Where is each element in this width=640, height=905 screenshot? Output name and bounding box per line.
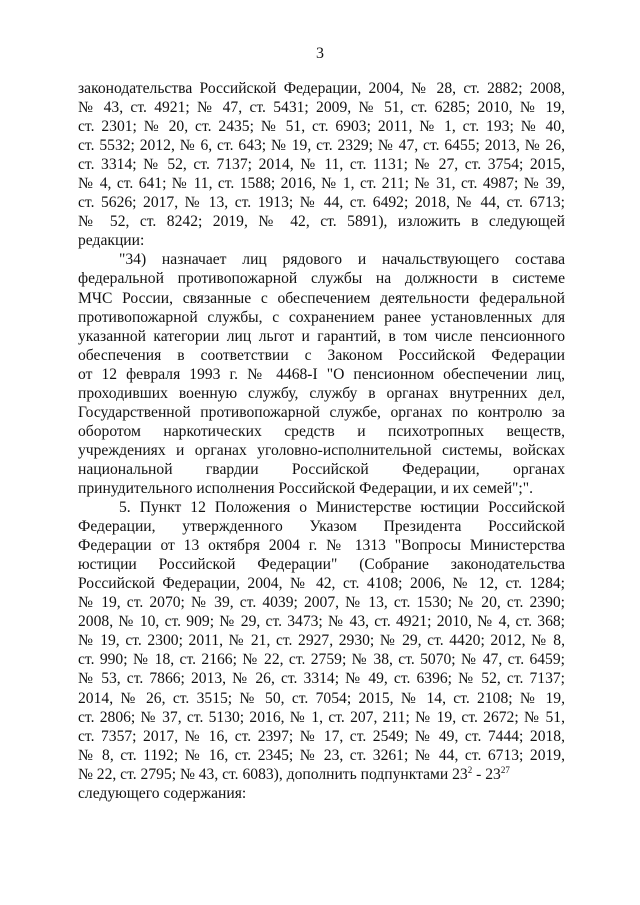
text-line: федеральной противопожарной службы на должности в системе xyxy=(78,270,565,288)
text-line: Федерации, утвержденного Указом Президента Российской xyxy=(78,518,565,536)
text-line: следующего содержания: xyxy=(78,784,247,802)
text-line: № 19, ст. 2070; № 39, ст. 4039; 2007, № 13, ст. 1530; № 20, ст. 2390; xyxy=(78,594,565,612)
text-line: принудительного исполнения Российской Федерации, и их семей";". xyxy=(78,479,534,497)
text-line: ст. 5626; 2017, № 13, ст. 1913; № 44, ст. 6492; 2018, № 44, ст. 6713; xyxy=(78,194,565,212)
text-line: от 12 февраля 1993 г. № 4468-I "О пенсионном обеспечении лиц, xyxy=(78,365,565,383)
text-line: Федерации от 13 октября 2004 г. № 1313 "Вопросы Министерства xyxy=(78,537,565,555)
text-line: № 4, ст. 641; № 11, ст. 1588; 2016, № 1, ст. 211; № 31, ст. 4987; № 39, xyxy=(78,175,565,193)
text-line: ст. 5532; 2012, № 6, ст. 643; № 19, ст. 2329; № 47, ст. 6455; 2013, № 26, xyxy=(78,137,565,155)
text-line: № 19, ст. 2300; 2011, № 21, ст. 2927, 2930; № 29, ст. 4420; 2012, № 8, xyxy=(78,632,565,650)
text-line: оборотом наркотических средств и психотропных веществ, xyxy=(78,422,565,440)
text-line: ст. 2301; № 20, ст. 2435; № 51, ст. 6903; 2011, № 1, ст. 193; № 40, xyxy=(78,118,565,136)
text-line: ст. 3314; № 52, ст. 7137; 2014, № 11, ст. 1131; № 27, ст. 3754; 2015, xyxy=(78,156,565,174)
text-line: № 53, ст. 7866; 2013, № 26, ст. 3314; № 49, ст. 6396; № 52, ст. 7137; xyxy=(78,670,565,688)
superscript: 27 xyxy=(500,764,510,775)
text-line: № 43, ст. 4921; № 47, ст. 5431; 2009, № 51, ст. 6285; 2010, № 19, xyxy=(78,99,565,117)
text-line: № 52, ст. 8242; 2019, № 42, ст. 5891), изложить в следующей xyxy=(78,213,565,231)
text-line: Государственной противопожарной службе, органах по контролю за xyxy=(78,403,565,421)
superscript: 2 xyxy=(467,764,473,775)
paragraph-start-line: 5. Пункт 12 Положения о Министерстве юстиции Российской xyxy=(119,499,565,517)
text-line: проходивших военную службу, службу в органах внутренних дел, xyxy=(78,384,565,402)
text-line: обеспечения в соответствии с Законом Российской Федерации xyxy=(78,346,565,364)
text-line: противопожарной службы, с сохранением ранее установленных для xyxy=(78,308,565,326)
text-line: МЧС России, связанные с обеспечением деятельности федеральной xyxy=(78,289,565,307)
text-line: учреждениях и органах уголовно-исполнительной системы, войсках xyxy=(78,441,565,459)
text-line: ст. 7357; 2017, № 16, ст. 2397; № 17, ст. 2549; № 49, ст. 7444; 2018, xyxy=(78,727,565,745)
text-line: национальной гвардии Российской Федерации, органах xyxy=(78,460,565,478)
text-line: ст. 990; № 18, ст. 2166; № 22, ст. 2759; № 38, ст. 5070; № 47, ст. 6459; xyxy=(78,651,565,669)
text-line: 2008, № 10, ст. 909; № 29, ст. 3473; № 43, ст. 4921; 2010, № 4, ст. 368; xyxy=(78,613,565,631)
text-line: 2014, № 26, ст. 3515; № 50, ст. 7054; 2015, № 14, ст. 2108; № 19, xyxy=(78,689,565,707)
text-line: Российской Федерации, 2004, № 42, ст. 4108; 2006, № 12, ст. 1284; xyxy=(78,575,565,593)
text-line: № 8, ст. 1192; № 16, ст. 2345; № 23, ст. 3261; № 44, ст. 6713; 2019, xyxy=(78,746,565,764)
paragraph-start-line: "34) назначает лиц рядового и начальствующего состава xyxy=(119,251,565,269)
text-line: № 22, ст. 2795; № 43, ст. 6083), дополнить подпунктами 23 xyxy=(78,765,468,783)
text-line: указанной категории лиц льгот и гарантий, в том числе пенсионного xyxy=(78,327,565,345)
page-number: 3 xyxy=(316,45,324,62)
text-line-with-superscripts xyxy=(78,765,565,784)
text-line: редакции: xyxy=(78,232,145,250)
text-line: ст. 2806; № 37, ст. 5130; 2016, № 1, ст. 207, 211; № 19, ст. 2672; № 51, xyxy=(78,708,565,726)
text-line: законодательства Российской Федерации, 2004, № 28, ст. 2882; 2008, xyxy=(78,80,565,97)
text-line: юстиции Российской Федерации" (Собрание законодательства xyxy=(78,556,565,574)
document-body xyxy=(78,79,565,803)
range-dash: - 23 xyxy=(472,765,501,783)
